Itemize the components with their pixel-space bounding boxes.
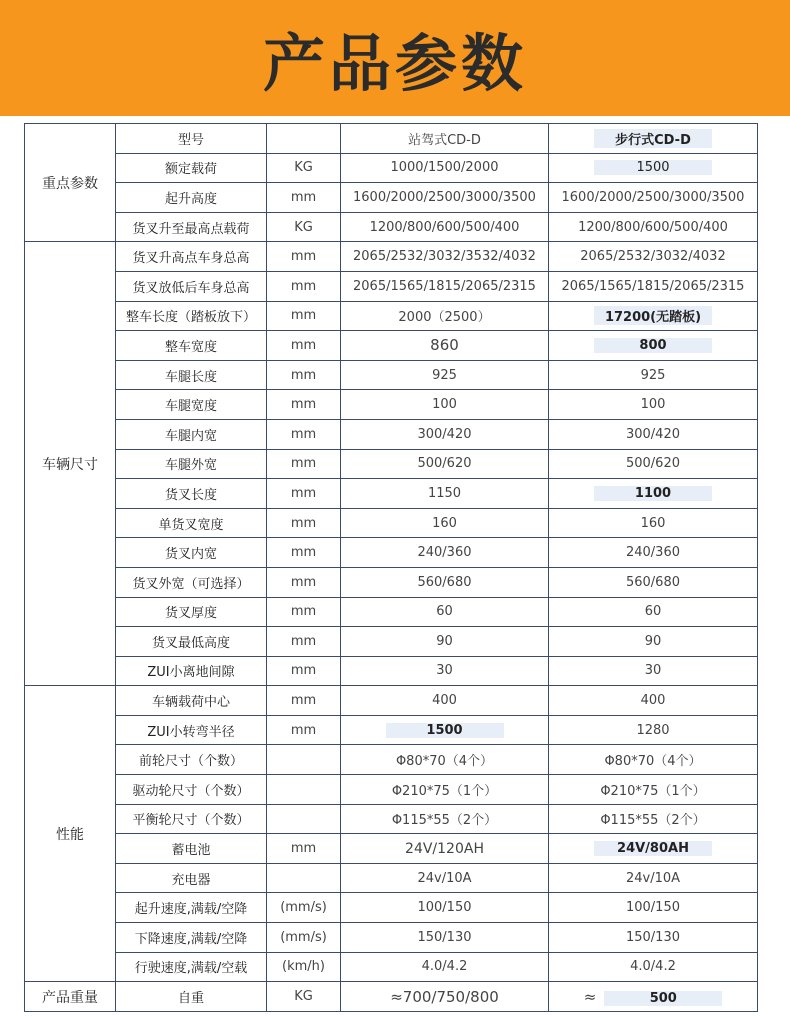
value-walking: 925 — [549, 360, 758, 390]
highlight-value: 800 — [594, 338, 712, 353]
value-walking: 2065/1565/1815/2065/2315 — [549, 271, 758, 301]
param-name: 货叉外宽（可选择） — [116, 567, 267, 597]
value-walking: Φ115*55（2个） — [549, 804, 758, 834]
value-walking: 150/130 — [549, 923, 758, 953]
table-row — [25, 419, 758, 449]
param-unit: mm — [267, 686, 341, 716]
value-standing: 2065/1565/1815/2065/2315 — [341, 271, 549, 301]
value-walking: Φ210*75（1个） — [549, 775, 758, 805]
param-unit — [267, 745, 341, 775]
highlight-value: 500 — [604, 991, 722, 1006]
param-unit: mm — [267, 390, 341, 420]
table-row — [25, 124, 758, 154]
table-row — [25, 923, 758, 953]
param-unit: (mm/s) — [267, 893, 341, 923]
value-walking: 4.0/4.2 — [549, 952, 758, 982]
page-title: 产品参数 — [262, 26, 527, 100]
value-standing: 500/620 — [341, 449, 549, 479]
param-unit: mm — [267, 360, 341, 390]
param-name: 货叉升高点车身总高 — [116, 242, 267, 272]
value-standing: 560/680 — [341, 567, 549, 597]
value-walking — [549, 301, 758, 331]
value-standing: Φ80*70（4个） — [341, 745, 549, 775]
value-standing: 30 — [341, 656, 549, 686]
highlight-value: 24V/80AH — [594, 841, 712, 856]
value-walking: 100/150 — [549, 893, 758, 923]
table-row — [25, 449, 758, 479]
param-unit — [267, 775, 341, 805]
param-unit: mm — [267, 627, 341, 657]
table-row — [25, 893, 758, 923]
highlight-value: 步行式CD-D — [594, 129, 712, 148]
param-name: 自重 — [116, 982, 267, 1012]
param-unit: mm — [267, 183, 341, 213]
value-standing: 4.0/4.2 — [341, 952, 549, 982]
param-unit: mm — [267, 331, 341, 361]
highlight-value: 1100 — [594, 486, 712, 501]
param-name: 型号 — [116, 124, 267, 154]
value-walking — [549, 153, 758, 183]
group-label-weight: 产品重量 — [25, 982, 116, 1012]
table-row — [25, 775, 758, 805]
param-unit: mm — [267, 449, 341, 479]
param-name: 车腿外宽 — [116, 449, 267, 479]
param-name: 蓄电池 — [116, 834, 267, 864]
value-walking: 30 — [549, 656, 758, 686]
weight-value: 700/750/800 — [402, 987, 499, 1006]
value-walking — [549, 834, 758, 864]
param-name: 起升高度 — [116, 183, 267, 213]
approx-symbol: ≈ — [583, 987, 597, 1006]
value-standing: 160 — [341, 508, 549, 538]
value-walking: 500/620 — [549, 449, 758, 479]
group-label-perf: 性能 — [25, 686, 116, 982]
param-unit: mm — [267, 479, 341, 509]
param-unit: KG — [267, 982, 341, 1012]
param-unit: mm — [267, 419, 341, 449]
value-walking — [549, 124, 758, 154]
param-unit: mm — [267, 715, 341, 745]
value-walking — [549, 331, 758, 361]
value-standing: 300/420 — [341, 419, 549, 449]
table-row — [25, 567, 758, 597]
param-name: 整车宽度 — [116, 331, 267, 361]
value-standing: 925 — [341, 360, 549, 390]
param-name: 车腿宽度 — [116, 390, 267, 420]
param-name: 单货叉宽度 — [116, 508, 267, 538]
value-standing: 24v/10A — [341, 863, 549, 893]
param-name: 货叉内宽 — [116, 538, 267, 568]
table-row — [25, 271, 758, 301]
table-row — [25, 952, 758, 982]
group-label-key: 重点参数 — [25, 124, 116, 242]
param-unit: KG — [267, 212, 341, 242]
value-standing: 400 — [341, 686, 549, 716]
value-walking: 300/420 — [549, 419, 758, 449]
value-standing: 24V/120AH — [341, 834, 549, 864]
param-unit: mm — [267, 301, 341, 331]
value-standing: 1150 — [341, 479, 549, 509]
value-standing: 1000/1500/2000 — [341, 153, 549, 183]
highlight-value: 1500 — [594, 160, 712, 175]
value-walking: Φ80*70（4个） — [549, 745, 758, 775]
table-row — [25, 538, 758, 568]
param-name: 整车长度（踏板放下） — [116, 301, 267, 331]
value-standing: 240/360 — [341, 538, 549, 568]
table-row — [25, 242, 758, 272]
value-standing: 1600/2000/2500/3000/3500 — [341, 183, 549, 213]
value-standing — [341, 715, 549, 745]
value-standing: 60 — [341, 597, 549, 627]
param-unit: mm — [267, 271, 341, 301]
table-row — [25, 597, 758, 627]
value-walking: 90 — [549, 627, 758, 657]
title-banner — [0, 0, 790, 116]
value-walking: 1600/2000/2500/3000/3500 — [549, 183, 758, 213]
param-name: 驱动轮尺寸（个数） — [116, 775, 267, 805]
table-row — [25, 153, 758, 183]
value-standing: Φ115*55（2个） — [341, 804, 549, 834]
param-name: ZUI小转弯半径 — [116, 715, 267, 745]
table-row — [25, 656, 758, 686]
value-standing: 2000（2500） — [341, 301, 549, 331]
table-row — [25, 390, 758, 420]
table-row — [25, 508, 758, 538]
table-row — [25, 212, 758, 242]
value-walking: 1200/800/600/500/400 — [549, 212, 758, 242]
highlight-value: 17200(无踏板) — [594, 306, 712, 325]
approx-symbol: ≈ — [390, 987, 403, 1006]
param-name: 行驶速度,满载/空载 — [116, 952, 267, 982]
param-name: 货叉升至最高点载荷 — [116, 212, 267, 242]
param-name: 充电器 — [116, 863, 267, 893]
param-name: ZUI小离地间隙 — [116, 656, 267, 686]
param-name: 车腿内宽 — [116, 419, 267, 449]
param-unit — [267, 804, 341, 834]
table-row — [25, 331, 758, 361]
value-standing: 100 — [341, 390, 549, 420]
value-standing: 100/150 — [341, 893, 549, 923]
param-name: 货叉最低高度 — [116, 627, 267, 657]
value-standing: 1200/800/600/500/400 — [341, 212, 549, 242]
value-standing: 860 — [341, 331, 549, 361]
param-unit: mm — [267, 242, 341, 272]
highlight-value: 1500 — [386, 723, 504, 738]
value-walking — [549, 479, 758, 509]
group-label-size: 车辆尺寸 — [25, 242, 116, 686]
param-unit — [267, 124, 341, 154]
param-name: 下降速度,满载/空降 — [116, 923, 267, 953]
value-walking: 400 — [549, 686, 758, 716]
param-unit: mm — [267, 508, 341, 538]
table-row — [25, 479, 758, 509]
value-walking: 1280 — [549, 715, 758, 745]
table-row — [25, 745, 758, 775]
spec-table — [24, 123, 758, 1012]
param-name: 额定载荷 — [116, 153, 267, 183]
value-standing: 站驾式CD-D — [341, 124, 549, 154]
param-unit: KG — [267, 153, 341, 183]
table-row — [25, 982, 758, 1012]
value-walking: 2065/2532/3032/4032 — [549, 242, 758, 272]
value-walking: 24v/10A — [549, 863, 758, 893]
param-unit: mm — [267, 834, 341, 864]
param-name: 货叉长度 — [116, 479, 267, 509]
param-name: 货叉厚度 — [116, 597, 267, 627]
param-unit — [267, 863, 341, 893]
value-walking: 560/680 — [549, 567, 758, 597]
value-walking — [549, 982, 758, 1012]
table-row — [25, 863, 758, 893]
param-name: 车腿长度 — [116, 360, 267, 390]
param-unit: (mm/s) — [267, 923, 341, 953]
param-unit: mm — [267, 656, 341, 686]
param-unit: mm — [267, 567, 341, 597]
table-row — [25, 804, 758, 834]
param-name: 前轮尺寸（个数） — [116, 745, 267, 775]
param-name: 起升速度,满载/空降 — [116, 893, 267, 923]
value-walking: 160 — [549, 508, 758, 538]
table-row — [25, 183, 758, 213]
value-standing — [341, 982, 549, 1012]
table-row — [25, 360, 758, 390]
table-row — [25, 686, 758, 716]
value-walking: 240/360 — [549, 538, 758, 568]
table-row — [25, 627, 758, 657]
param-unit: (km/h) — [267, 952, 341, 982]
param-name: 货叉放低后车身总高 — [116, 271, 267, 301]
param-name: 车辆载荷中心 — [116, 686, 267, 716]
table-row — [25, 715, 758, 745]
value-walking: 100 — [549, 390, 758, 420]
value-standing: 150/130 — [341, 923, 549, 953]
param-unit: mm — [267, 597, 341, 627]
value-standing: 90 — [341, 627, 549, 657]
param-unit: mm — [267, 538, 341, 568]
value-standing: 2065/2532/3032/3532/4032 — [341, 242, 549, 272]
value-walking: 60 — [549, 597, 758, 627]
table-row — [25, 834, 758, 864]
value-standing: Φ210*75（1个） — [341, 775, 549, 805]
param-name: 平衡轮尺寸（个数） — [116, 804, 267, 834]
table-row — [25, 301, 758, 331]
